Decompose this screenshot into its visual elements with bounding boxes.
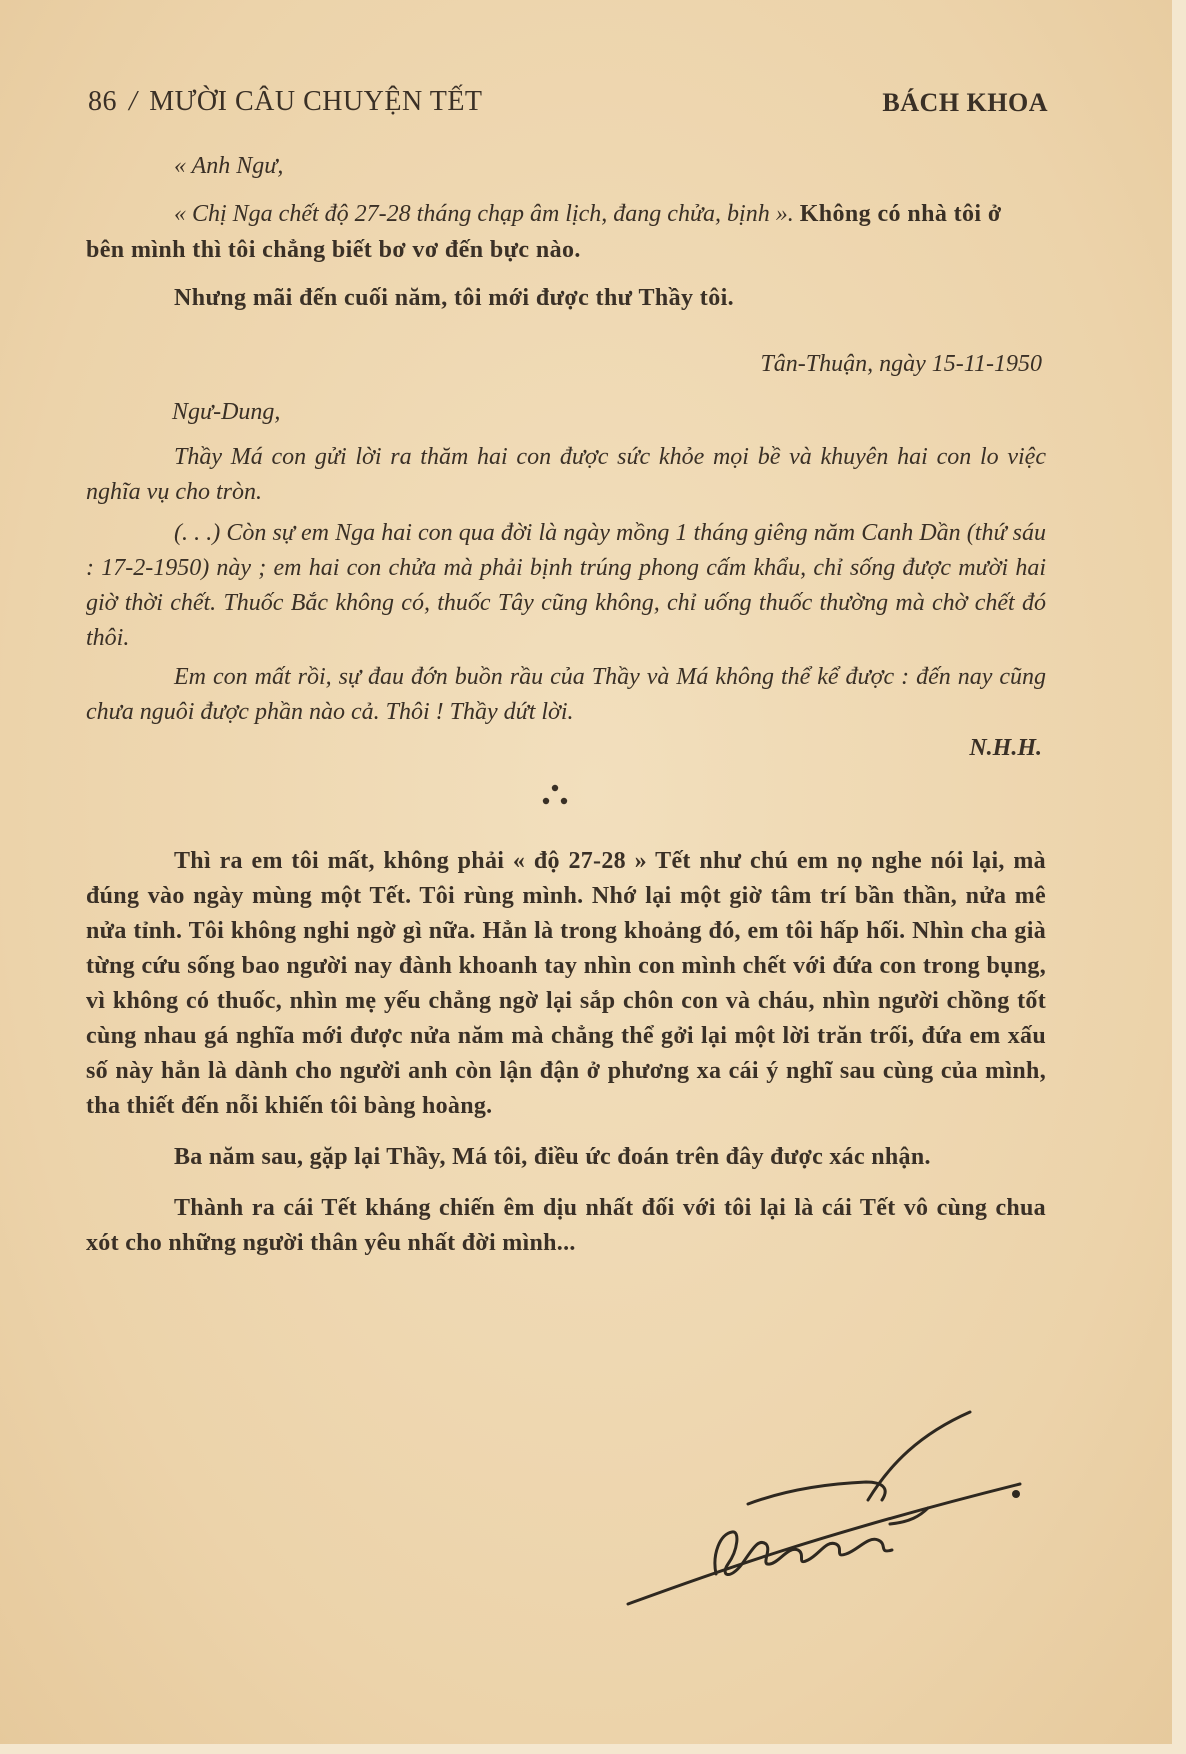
section-break-dots: [538, 782, 572, 808]
narrative: [86, 844, 1046, 1261]
header-left: [88, 86, 483, 118]
letter-from-father: [86, 346, 1046, 766]
page-header: [88, 86, 1048, 126]
letter2-salutation: Ngư-Dung,: [172, 399, 281, 425]
narrative-para3: Thành ra cái Tết kháng chiến êm dịu nhất đối với tôi lại là cái Tết vô cùng chua xót cho những người thân yêu nhất đời mình...: [86, 1195, 1046, 1256]
running-title: MƯỜI CÂU CHUYỆN TẾT: [149, 86, 483, 117]
letter1-line2: Nhưng mãi đến cuối năm, tôi mới được thư Thầy tôi.: [174, 285, 735, 311]
magazine-name: BÁCH KHOA: [882, 88, 1048, 117]
narrative-para1: Thì ra em tôi mất, không phải « độ 27-28 » Tết như chú em nọ nghe nói lại, mà đúng vào ngày mùng một Tết. Tôi rùng mình. Nhớ lại một giờ tâm trí bần thần, nửa mê nửa tỉnh. Tôi không nghi ngờ gì nữa. Hẳn là trong khoảng đó, em tôi hấp hối. Nhìn cha già từng cứu sống bao người nay đành khoanh tay nhìn con mình chết với đứa con trong bụng, vì không có thuốc, nhìn mẹ yếu chẳng ngờ lại sắp chôn con và cháu, nhìn người chồng tốt cùng nhau gá nghĩa mới được nửa năm mà chẳng thể gởi lại một lời trăn trối, đứa em xấu số này hẳn là dành cho người anh còn lận đận ở phương xa cái ý nghĩ sau cùng của mình, tha thiết đến nỗi khiến tôi bàng hoàng.: [86, 848, 1046, 1119]
narrative-para2: Ba năm sau, gặp lại Thầy, Má tôi, điều ức đoán trên đây được xác nhận.: [174, 1144, 931, 1170]
letter2-place-date: Tân-Thuận, ngày 15-11-1950: [760, 351, 1042, 377]
letter-from-wife: [86, 148, 1046, 316]
letter2-para2: (. . .) Còn sự em Nga hai con qua đời là ngày mồng 1 tháng giêng năm Canh Dần (thứ sáu : 17-2-1950) này ; em hai con chửa mà phải bịnh trúng phong cấm khẩu, chỉ sống được mười hai giờ thời chết. Thuốc Bắc không có, thuốc Tây cũng không, chỉ uống thuốc thường mà chờ chết đó thôi.: [86, 520, 1046, 651]
letter1-quote-text: « Chị Nga chết độ 27-28 tháng chạp âm lịch, đang chửa, bịnh ».: [174, 201, 794, 227]
page-edge-bottom: [0, 1744, 1186, 1754]
letter1-line1: Không có nhà tôi ở bên mình thì tôi chẳng biết bơ vơ đến bực nào.: [86, 201, 1002, 263]
letter2-signoff: N.H.H.: [969, 735, 1042, 761]
page-edge-right: [1172, 0, 1186, 1754]
letter2-para3: Em con mất rồi, sự đau đớn buồn rầu của Thầy và Má không thể kể được : đến nay cũng chưa nguôi được phần nào cả. Thôi ! Thầy dứt lời.: [86, 664, 1046, 725]
letter1-salutation: « Anh Ngư,: [174, 153, 284, 179]
letter1-quote: [86, 196, 1046, 268]
letter2-para1: Thầy Má con gửi lời ra thăm hai con được sức khỏe mọi bề và khuyên hai con lo việc nghĩa vụ cho tròn.: [86, 444, 1046, 505]
page-number: 86: [88, 86, 117, 117]
author-signature: [620, 1404, 1040, 1624]
header-separator: /: [129, 86, 138, 117]
